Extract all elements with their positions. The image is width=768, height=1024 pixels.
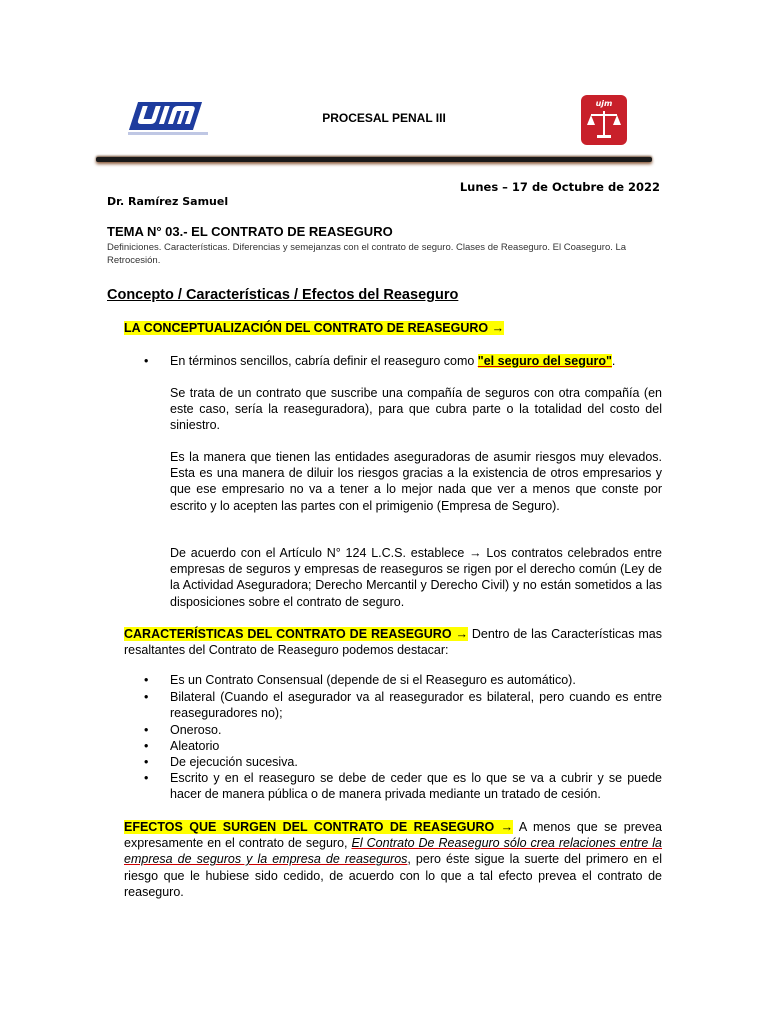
svg-text:ujm: ujm [595,99,613,108]
header-divider [96,157,652,162]
concept-bullet [144,353,662,369]
concept-bullet-quote: "el seguro del seguro" [477,354,612,368]
list-item [144,738,662,754]
effects-emphasis: El Contrato De Reaseguro sólo crea relaciones entre la empresa de seguros y la empresa de reaseguros [124,836,662,867]
topic-subtitle: Definiciones. Características. Diferencias y semejanzas con el contrato de seguro. Clases de Reaseguro. El Coaseguro. La Retrocesión. [107,242,627,266]
course-title: PROCESAL PENAL III [322,111,446,125]
author-name: Dr. Ramírez Samuel [107,195,229,208]
characteristics-intro-text: Dentro de las Características mas resaltantes del Contrato de Reaseguro podemos destacar: [124,627,662,658]
list-item [144,754,662,770]
concept-paragraph: Se trata de un contrato que suscribe una compañía de seguros con otra compañía (en este caso, sería la reaseguradora), para que cubra parte o la totalidad del costo del siniestro. [170,386,662,433]
effects-text-a: A menos que se prevea expresamente en el contrato de seguro, [124,820,663,851]
topic-title: TEMA N° 03.- EL CONTRATO DE REASEGURO [107,224,393,239]
bullet-dot: • [144,771,149,785]
bullet-dot: • [144,673,149,687]
concept-heading-text: LA CONCEPTUALIZACIÓN DEL CONTRATO DE REASEGURO → [124,321,505,335]
list-item-text: Aleatorio [170,739,220,753]
concept-paragraph: Es la manera que tienen las entidades aseguradoras de asumir riesgos muy elevados. Esta es una manera de diluir los riesgos gracias a la existencia de otros empresarios y que ese empresario no va a tener a lo mejor nada que ver a menos que conste por escrito y lo acepten las partes con el primigenio (Empresa de Seguro). [170,450,662,513]
bullet-dot: • [144,739,149,753]
effects-paragraph [124,819,662,900]
list-item-text: Es un Contrato Consensual (depende de si el Reaseguro es automático). [170,673,576,687]
list-item-text: Bilateral (Cuando el asegurador va al reasegurador es bilateral, pero cuando es entre reaseguradores no); [170,690,662,721]
list-item-text: De ejecución sucesiva. [170,755,298,769]
concept-bullet-end: . [611,354,616,368]
section-heading: Concepto / Características / Efectos del Reaseguro [107,287,459,303]
list-item [144,722,662,738]
concept-bullet-text [170,353,662,369]
list-item [144,770,662,802]
concept-heading [124,320,504,336]
effects-heading: EFECTOS QUE SURGEN DEL CONTRATO DE REASEGURO → [124,820,514,834]
characteristics-intro [124,626,662,658]
bullet-dot: • [144,723,149,737]
list-item-text: Escrito y en el reaseguro se debe de ceder que es lo que se va a cubrir y se puede hacer de manera pública o de manera privada mediante un tratado de cesión. [170,771,662,802]
document-date: Lunes – 17 de Octubre de 2022 [459,180,660,194]
list-item-text: Oneroso. [170,723,222,737]
effects-text-b: , pero éste sigue la suerte del primero en el riesgo que le hubiese sido cedido, de acuerdo con lo que a tal efecto prevea el contrato de reaseguro. [124,852,662,899]
list-item [144,689,662,721]
faculty-seal [579,93,629,147]
bullet-dot: • [144,755,149,769]
list-item [144,672,662,688]
law-scale-seal-icon [579,93,629,147]
bullet-dot: • [144,690,149,704]
characteristics-heading: CARACTERÍSTICAS DEL CONTRATO DE REASEGURO → [124,627,468,641]
concept-paragraph: De acuerdo con el Artículo N° 124 L.C.S. establece → Los contratos celebrados entre empresas de seguros y empresas de reaseguros se rigen por el derecho común (Ley de la Actividad Aseguradora; Derecho Mercantil y Derecho Civil) y no están sometidos a las disposiciones sobre el contrato de seguro. [170,546,662,609]
bullet-dot: • [144,354,149,368]
concept-bullet-lead: En términos sencillos, cabría definir el reaseguro como [170,354,478,368]
